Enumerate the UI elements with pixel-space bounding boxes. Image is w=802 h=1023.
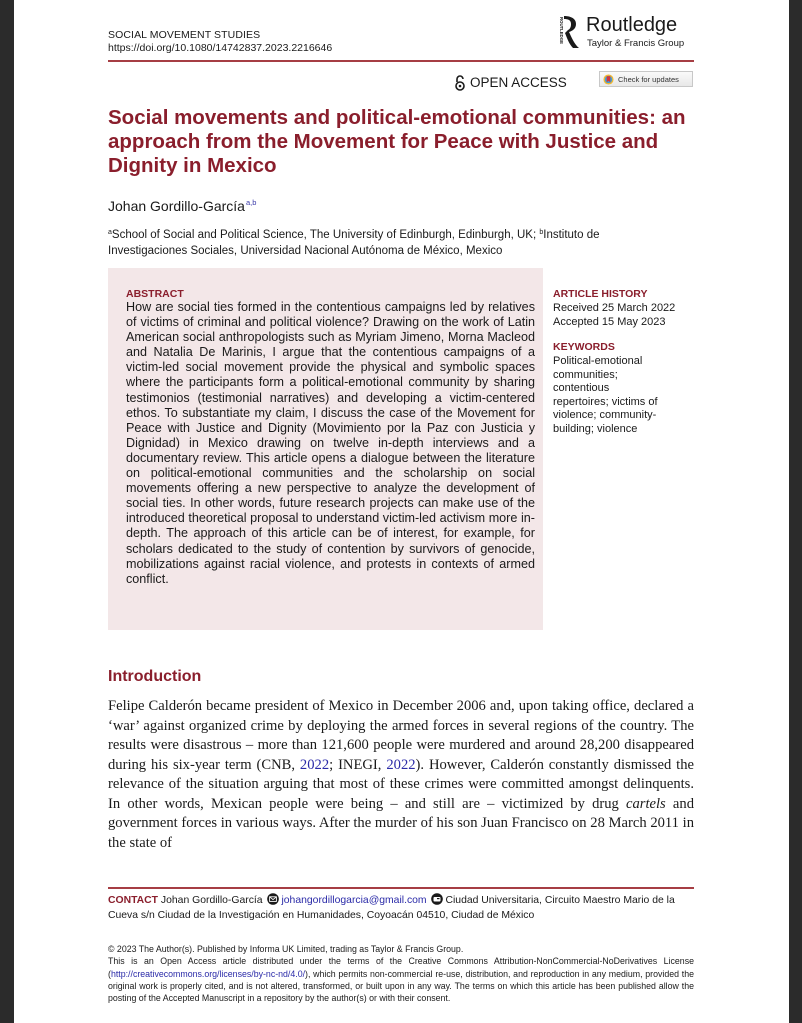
- body-text-segment: Felipe Calderón became president of Mexico in December 2006 and, upon taking office, declared a ‘war’ against organized crime by deploying the armed forces in several regions of the country. The results were disastrous – more than 121,600 people were murdered and around 28,200 disappeared during his six-year term (CNB,: [108, 698, 694, 773]
- affiliation-a: School of Social and Political Science, The University of Edinburgh, Edinburgh, UK;: [111, 229, 540, 241]
- journal-name: SOCIAL MOVEMENT STUDIES: [108, 29, 261, 41]
- contact-email-link[interactable]: johangordillogarcia@gmail.com: [281, 895, 427, 906]
- copyright-line: © 2023 The Author(s). Published by Informa UK Limited, trading as Taylor & Francis Group.: [108, 944, 464, 954]
- publisher-group: Taylor & Francis Group: [587, 38, 685, 49]
- publisher-logo: [556, 12, 696, 52]
- crossmark-icon: [603, 74, 614, 85]
- abstract-text: How are social ties formed in the contentious campaigns led by relatives of victims of criminal and political violence? Drawing on the work of Latin American social anthropologists such as Myriam Jimeno, Morna Macleod and Natalia De Marinis, I argue that the contentious campaigns of a victim-led social movement provide the physical and symbolic spaces where the participants form a political-emotional community by sharing testimonios (testimonial narratives) and developing a victim-centered ethos. To substantiate my claim, I discuss the case of the Movement for Peace with Justice and Dignity (Movimiento por la Paz con Justicia y Dignidad) in Mexico drawing on twelve in-depth interviews and a documentary review. This article opens a dialogue between the literature on political-emotional communities and the scholarship on social movements offering a new perspective to analyze the development of social ties. In other words, future research projects can make use of the introduced theoretical proposal to understand victim-led activism more in-depth. The approach of this article can be of interest, for example, for scholars dedicated to the study of contention by survivors of genocide, mobilizations against racial violence, and protests in contexts of armed conflict.: [126, 300, 535, 586]
- contact-name: Johan Gordillo-García: [160, 895, 263, 906]
- license-block: [108, 943, 694, 1004]
- email-icon: [267, 893, 279, 905]
- contact-rule: [108, 887, 694, 889]
- citation-link-inegi[interactable]: 2022: [386, 756, 416, 773]
- doi-link[interactable]: https://doi.org/10.1080/14742837.2023.2216646: [108, 42, 333, 54]
- header-rule: [108, 60, 694, 62]
- author-name: Johan Gordillo-García: [108, 198, 245, 214]
- body-text-segment: ). However, Calderón constantly dismissed the relevance of the situation arguing that most of these crimes were committed amongst delinquents. In other words, Mexican people were being – and still are – victimized by drug: [108, 756, 694, 812]
- body-text-segment: and government forces in various ways. After the murder of his son Juan Francisco on 28 March 2011 in the state of: [108, 795, 694, 851]
- keywords-list: Political-emotional communities; contentious repertoires; victims of violence; community-building; violence: [553, 355, 658, 435]
- license-text-segment: ), which permits non-commercial re-use, distribution, and reproduction in any medium, provided the original work is properly cited, and is not altered, transformed, or built upon in any way. The terms on which this article has been published allow the posting of the Accepted Manuscript in a repository by the author(s) or with their consent.: [108, 968, 694, 1004]
- author-line: [108, 194, 256, 215]
- open-access-badge: [454, 74, 567, 92]
- article-title: Social movements and political-emotional communities: an approach from the Movement for Peace with Justice and Dignity in Mexico: [108, 106, 686, 177]
- contact-address: Ciudad Universitaria, Circuito Maestro Mario de la Cueva s/n Ciudad de la Investigación en Humanidades, Coyoacán 04510, Ciudad de México: [108, 895, 675, 921]
- svg-text:ROUTLEDGE: ROUTLEDGE: [559, 17, 564, 44]
- check-for-updates-label: Check for updates: [618, 74, 679, 84]
- body-text-italic: cartels: [626, 795, 666, 812]
- received-date: Received 25 March 2022: [553, 302, 676, 314]
- keywords-heading: KEYWORDS: [553, 341, 615, 353]
- affiliations: [108, 225, 668, 259]
- routledge-logo-icon: [556, 14, 580, 50]
- affiliation-b: Instituto de Investigaciones Sociales, Universidad Nacional Autónoma de México, Mexico: [108, 229, 600, 257]
- affiliation-marker-b: b: [539, 229, 544, 236]
- introduction-paragraph: [108, 697, 694, 853]
- license-text: [108, 955, 694, 1004]
- author-affiliation-link[interactable]: a,b: [245, 198, 257, 207]
- contact-block: [108, 893, 694, 923]
- body-text-segment: ; INEGI,: [329, 756, 387, 773]
- pdf-page: [14, 0, 789, 1023]
- check-for-updates-button[interactable]: [599, 71, 693, 87]
- citation-link-cnb[interactable]: 2022: [299, 756, 330, 773]
- abstract-heading: ABSTRACT: [126, 288, 184, 300]
- open-lock-icon: [454, 75, 466, 91]
- affiliation-marker-a: a: [108, 229, 112, 236]
- contact-label: CONTACT: [108, 895, 159, 906]
- introduction-heading: Introduction: [108, 668, 202, 685]
- open-access-label: OPEN ACCESS: [470, 75, 567, 90]
- accepted-date: Accepted 15 May 2023: [553, 316, 666, 328]
- article-history-heading: ARTICLE HISTORY: [553, 288, 648, 300]
- publisher-name: Routledge: [586, 14, 678, 36]
- license-url-link[interactable]: http://creativecommons.org/licenses/by-nc-nd/4.0/: [110, 968, 306, 979]
- license-text-segment: This is an Open Access article distributed under the terms of the Creative Commons Attribution-NonCommercial-NoDerivatives License (: [108, 956, 694, 979]
- mailbox-icon: [431, 893, 443, 905]
